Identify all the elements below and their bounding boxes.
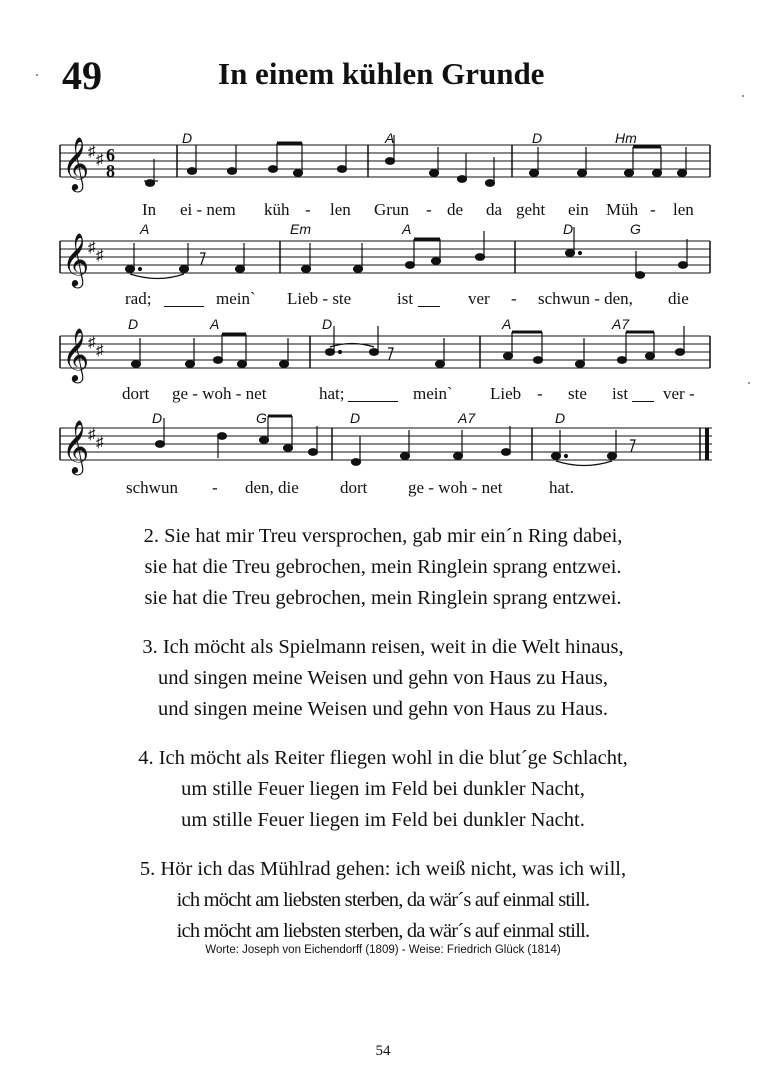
lyric-syllable: ist — [612, 384, 629, 403]
lyric-syllable: ver - — [663, 384, 695, 403]
sharp-icon: ♯ — [88, 240, 96, 256]
music-staff-3 — [60, 327, 710, 381]
lyric-syllable: - — [650, 200, 656, 219]
lyric-syllable: hat; — [319, 384, 345, 403]
lyric-syllable: ste — [568, 384, 587, 403]
verse-4 — [0, 743, 766, 836]
sharp-icon: ♯ — [88, 144, 96, 160]
chord-symbol: A — [502, 316, 512, 332]
chord-symbol: D — [182, 130, 193, 146]
verse-5 — [0, 854, 766, 947]
chord-symbol: G — [630, 221, 641, 237]
chord-symbol: A — [210, 316, 220, 332]
lyric-syllable: ein — [568, 200, 589, 219]
lyric-syllable: mein` — [216, 289, 256, 308]
chord-symbol: A — [140, 221, 150, 237]
treble-clef-icon: 𝄞 — [62, 327, 90, 381]
page-number: 54 — [375, 1043, 391, 1059]
sharp-icon: ♯ — [96, 343, 104, 359]
verse-line: 4. Ich möcht als Reiter fliegen wohl in die blut´ge Schlacht, — [138, 747, 628, 769]
chord-symbol: A7 — [458, 410, 476, 426]
scan-speck — [36, 74, 38, 76]
chord-symbol: D — [128, 316, 139, 332]
verse-line: 3. Ich möcht als Spielmann reisen, weit in die Welt hinaus, — [142, 636, 624, 658]
lyric-syllable: Lieb — [490, 384, 522, 403]
verse-line: und singen meine Weisen und gehn von Haus zu Haus. — [157, 698, 609, 720]
verse-line: sie hat die Treu gebrochen, mein Ringlein sprang entzwei. — [144, 556, 622, 578]
verse-3 — [0, 632, 766, 725]
lyric-syllable: In — [142, 200, 157, 219]
lyric-syllable: len — [330, 200, 351, 219]
music-staff-4 — [60, 419, 712, 473]
chord-symbol: D — [152, 410, 163, 426]
chord-symbol: D — [322, 316, 333, 332]
sharp-icon: ♯ — [96, 152, 104, 168]
lyric-syllable: geht — [516, 200, 546, 219]
sharp-icon: ♯ — [96, 248, 104, 264]
lyric-syllable: dort — [122, 384, 150, 403]
lyric-syllable: schwun - den, — [538, 289, 633, 308]
lyric-syllable: len — [673, 200, 694, 219]
lyric-syllable: schwun — [126, 478, 178, 497]
lyric-syllable: ge - woh - net — [172, 384, 267, 403]
verse-line: 2. Sie hat mir Treu versprochen, gab mir ein´n Ring dabei, — [143, 525, 623, 547]
chord-symbol: D — [555, 410, 566, 426]
chord-symbol: A7 — [612, 316, 630, 332]
song-title: In einem kühlen Grunde — [218, 56, 545, 91]
treble-clef-icon: 𝄞 — [62, 232, 90, 286]
lyric-syllable: - — [212, 478, 218, 497]
lyric-syllable: die — [668, 289, 689, 308]
verse-line: um stille Feuer liegen im Feld bei dunkler Nacht. — [181, 809, 585, 831]
lyric-syllable: küh — [264, 200, 290, 219]
scan-speck — [742, 95, 744, 97]
song-number: 49 — [62, 53, 102, 98]
melisma-line — [348, 401, 398, 402]
lyric-syllable: - — [537, 384, 543, 403]
chord-symbol: A — [385, 130, 395, 146]
lyric-syllable: den, die — [245, 478, 299, 497]
lyric-syllable: mein` — [413, 384, 453, 403]
lyric-syllable: da — [486, 200, 503, 219]
chord-symbol: D — [350, 410, 361, 426]
sharp-icon: ♯ — [88, 427, 96, 443]
scan-speck — [748, 382, 750, 384]
lyric-syllable: rad; — [125, 289, 152, 308]
lyric-syllable: - — [426, 200, 432, 219]
music-staff-2 — [60, 232, 710, 286]
sharp-icon: ♯ — [88, 335, 96, 351]
time-signature-bottom: 8 — [106, 161, 115, 181]
lyric-syllable: ver — [468, 289, 490, 308]
verse-line: sie hat die Treu gebrochen, mein Ringlein sprang entzwei. — [144, 587, 622, 609]
chord-symbol: A — [402, 221, 412, 237]
chord-symbol: D — [563, 221, 574, 237]
lyric-syllable: ge - woh - net — [408, 478, 503, 497]
treble-clef-icon: 𝄞 — [62, 136, 90, 190]
sharp-icon: ♯ — [96, 435, 104, 451]
credits: Worte: Joseph von Eichendorff (1809) - Weise: Friedrich Glück (1814) — [205, 944, 561, 956]
verse-line: und singen meine Weisen und gehn von Haus zu Haus, — [157, 667, 609, 689]
melisma-line — [632, 401, 654, 402]
notes — [132, 326, 685, 367]
lyric-syllable: Müh — [606, 200, 639, 219]
verse-line: ich möcht am liebsten sterben, da wär´s auf einmal still. — [176, 889, 590, 911]
treble-clef-icon: 𝄞 — [62, 419, 90, 473]
melisma-line — [164, 306, 204, 307]
chord-symbol: D — [532, 130, 543, 146]
verse-line: 5. Hör ich das Mühlrad gehen: ich weiß nicht, was ich will, — [139, 858, 627, 880]
lyric-syllable: de — [447, 200, 464, 219]
lyric-syllable: Grun — [374, 200, 409, 219]
chord-symbol: Em — [290, 221, 311, 237]
chord-symbol: Hm — [615, 130, 637, 146]
lyric-syllable: dort — [340, 478, 368, 497]
lyric-syllable: ist — [397, 289, 414, 308]
verse-line: ich möcht am liebsten sterben, da wär´s auf einmal still. — [176, 920, 590, 942]
melisma-line — [418, 306, 440, 307]
lyric-syllable: - — [305, 200, 311, 219]
lyric-syllable: Lieb - ste — [287, 289, 352, 308]
verse-2 — [0, 521, 766, 614]
time-signature-top: 6 — [106, 145, 115, 165]
verse-line: um stille Feuer liegen im Feld bei dunkler Nacht, — [181, 778, 585, 800]
lyric-syllable: hat. — [549, 478, 575, 497]
lyric-syllable: ei - nem — [180, 200, 236, 219]
chord-symbol: G — [256, 410, 267, 426]
lyric-syllable: - — [511, 289, 517, 308]
